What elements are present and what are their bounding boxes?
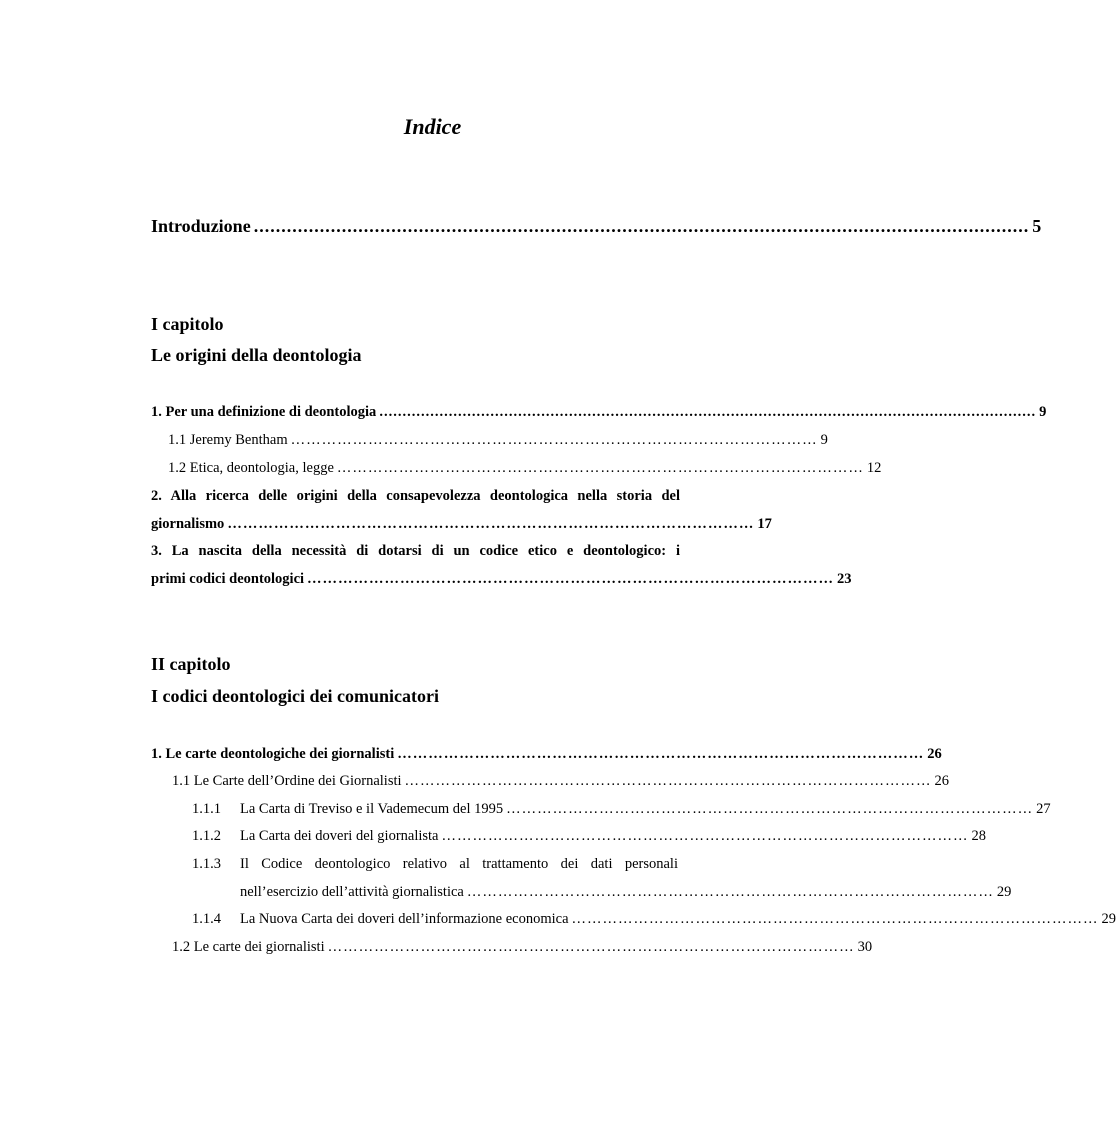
toc-entry-line1[interactable]: Il Codice deontologico relativo al trattamento dei dati personali [240, 856, 678, 872]
toc-entry-number: 1.1.3 [192, 856, 221, 872]
toc-page-number: 23 [837, 571, 852, 587]
chapter-subtitle: I codici deontologici dei comunicatori [151, 686, 439, 706]
leader-dots: ………………………………………………………………………………………… [397, 746, 925, 762]
toc-entry[interactable] [151, 744, 942, 764]
leader-dots: ………………………………………………………………………………………… [466, 884, 994, 900]
toc-entry-line1[interactable]: 2. Alla ricerca delle origini della consapevolezza deontologica nella storia del [151, 488, 680, 504]
toc-entry[interactable] [172, 937, 873, 957]
toc-page-number: 9 [1039, 404, 1047, 420]
toc-page-number: 27 [1036, 801, 1051, 817]
toc-entry[interactable] [168, 458, 882, 478]
toc-page-number: 26 [927, 746, 942, 762]
leader-dots: ………………………………………………………………………………………… [506, 801, 1034, 817]
toc-page-number: 30 [857, 939, 873, 955]
toc-entry-label: nell’esercizio dell’attività giornalistica [240, 884, 464, 900]
toc-page-number: 26 [934, 773, 950, 789]
toc-entry[interactable] [172, 771, 950, 791]
leader-dots: ………………………………………………………………………………………… [404, 773, 932, 789]
toc-entry-label: 1.2 Le carte dei giornalisti [172, 939, 325, 955]
toc-page-number: 12 [866, 460, 882, 476]
toc-entry[interactable] [240, 826, 986, 846]
toc-page-number: 29 [1101, 911, 1116, 927]
toc-entry-label: La Nuova Carta dei doveri dell’informazione economica [240, 911, 569, 927]
toc-page-number: 17 [757, 516, 772, 532]
toc-entry-label: primi codici deontologici [151, 571, 305, 587]
leader-dots: ………………………………………………………………………………………… [327, 939, 855, 955]
toc-entry[interactable] [240, 882, 1012, 902]
leader-dots: ………………………………………………………………………………………… [307, 571, 835, 587]
toc-entry-number: 1.1.1 [192, 801, 221, 817]
leader-dots: ………………………………………………………………………………………… [227, 516, 755, 532]
toc-entry[interactable] [151, 569, 852, 589]
chapter-heading: I capitolo [151, 314, 224, 334]
toc-page-number: 28 [971, 828, 986, 844]
toc-entry-introduzione[interactable] [151, 214, 1042, 238]
toc-entry-number: 1.1.4 [192, 911, 221, 927]
chapter-heading: II capitolo [151, 654, 231, 674]
leader-dots: .............................................................................................................................................. [379, 404, 1037, 420]
toc-page-number: 5 [1032, 216, 1042, 236]
toc-entry-label: 1.2 Etica, deontologia, legge [168, 460, 334, 476]
toc-entry[interactable] [151, 402, 1047, 422]
page-title: Indice [403, 114, 462, 139]
toc-entry[interactable] [151, 514, 772, 534]
toc-entry[interactable] [240, 909, 1116, 929]
toc-entry[interactable] [240, 799, 1051, 819]
toc-entry-number: 1.1.2 [192, 828, 221, 844]
leader-dots: ………………………………………………………………………………………… [441, 828, 969, 844]
leader-dots: ………………………………………………………………………………………… [290, 432, 818, 448]
toc-entry-label: 1.1 Le Carte dell’Ordine dei Giornalisti [172, 773, 402, 789]
toc-entry-label: La Carta dei doveri del giornalista [240, 828, 439, 844]
leader-dots: ………………………………………………………………………………………… [336, 460, 864, 476]
toc-page-number: 9 [820, 432, 828, 448]
toc-entry-line1[interactable]: 3. La nascita della necessità di dotarsi di un codice etico e deontologico: i [151, 543, 680, 559]
leader-dots: ............................................................................................................................................. [253, 216, 1030, 236]
leader-dots: ………………………………………………………………………………………… [571, 911, 1099, 927]
toc-page-number: 29 [996, 884, 1012, 900]
toc-entry-label: Introduzione [151, 216, 251, 236]
toc-entry-label: giornalismo [151, 516, 225, 532]
toc-entry-label: 1. Per una definizione di deontologia [151, 404, 377, 420]
chapter-subtitle: Le origini della deontologia [151, 345, 362, 365]
toc-entry[interactable] [168, 430, 828, 450]
toc-entry-label: 1. Le carte deontologiche dei giornalisti [151, 746, 395, 762]
toc-entry-label: La Carta di Treviso e il Vademecum del 1995 [240, 801, 504, 817]
toc-entry-label: 1.1 Jeremy Bentham [168, 432, 288, 448]
